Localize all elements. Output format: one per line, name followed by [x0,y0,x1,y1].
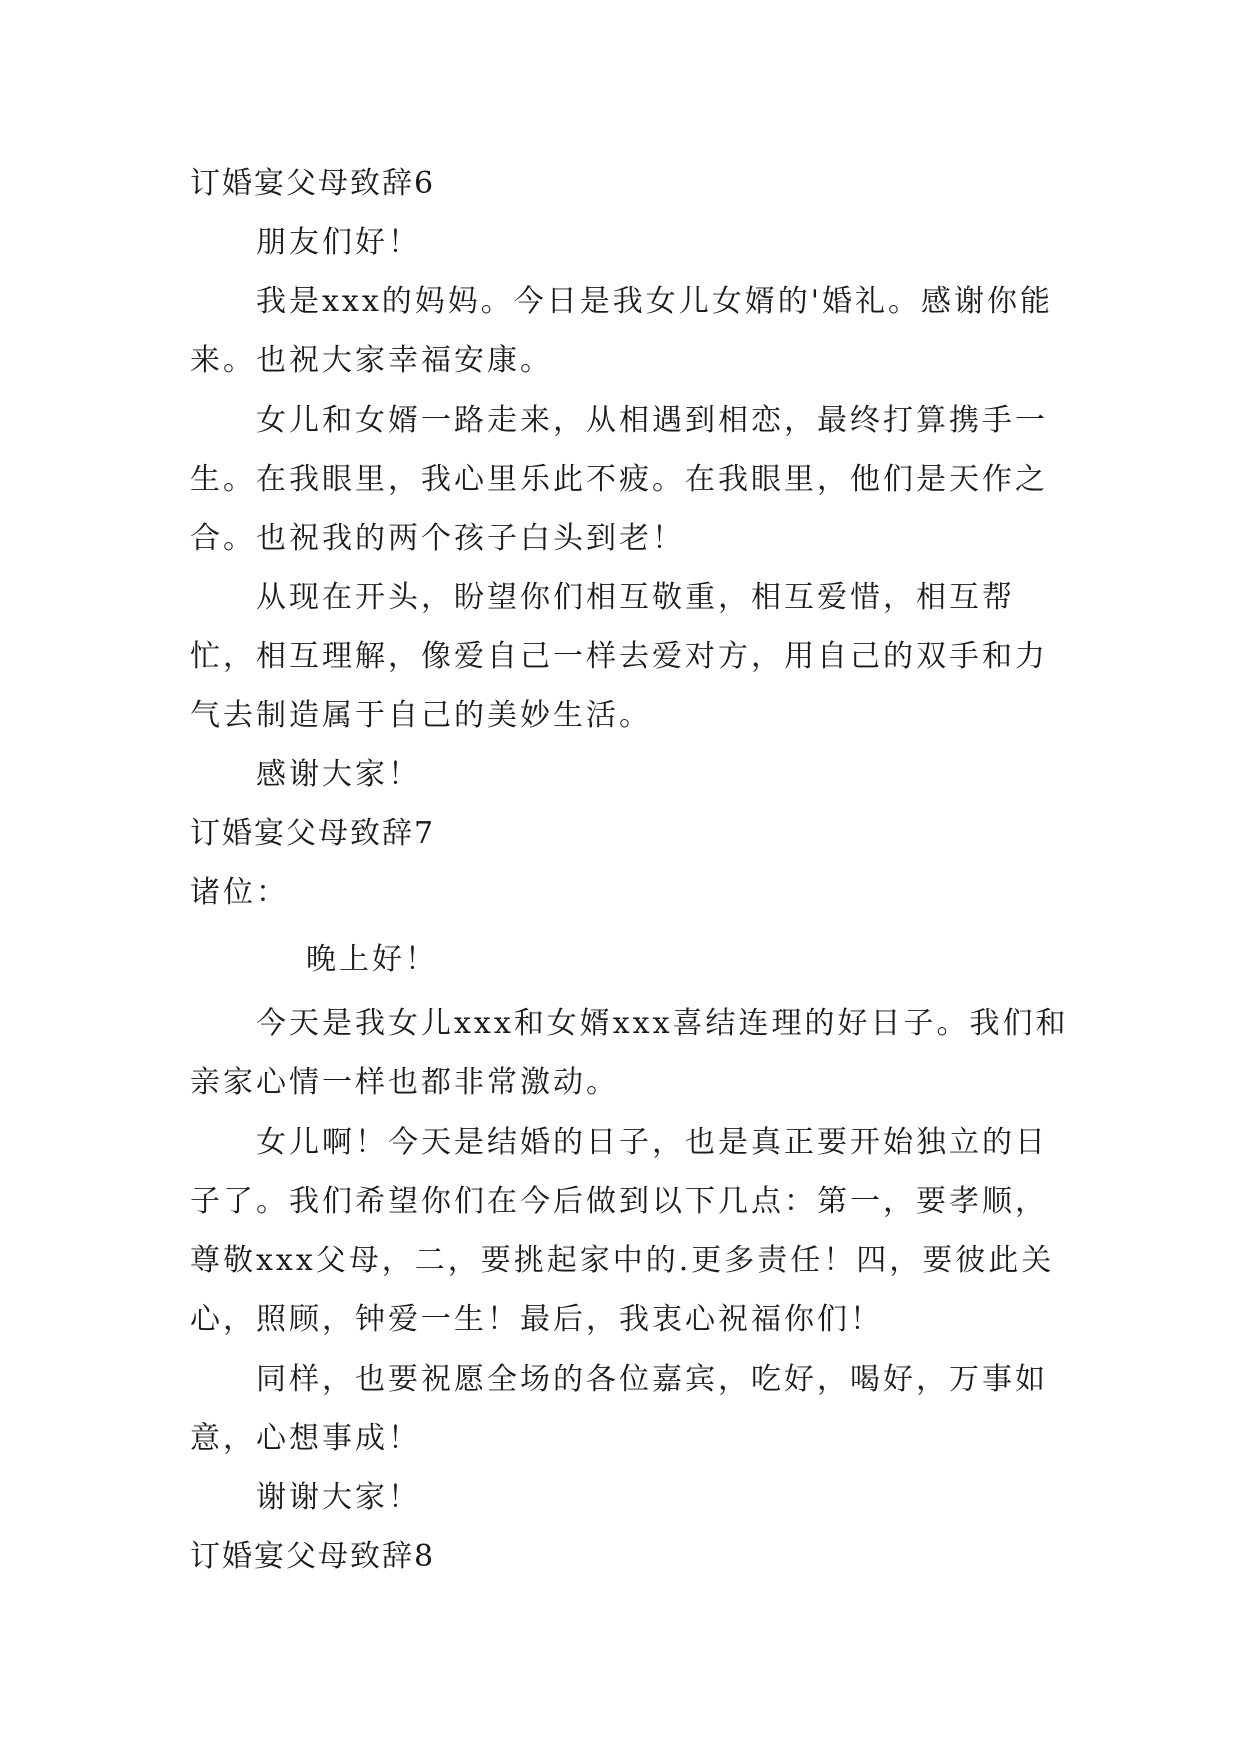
body-paragraph: 我是xxx的妈妈。今日是我女儿女婿的'婚礼。感谢你能来。也祝大家幸福安康。 [190,284,1054,378]
section-heading: 订婚宴父母致辞7 [190,816,436,851]
body-paragraph: 同样，也要祝愿全场的各位嘉宾，吃好，喝好，万事如意，心想事成！ [190,1362,1048,1456]
section-heading: 订婚宴父母致辞8 [190,1539,436,1574]
section-heading: 订婚宴父母致辞6 [190,166,436,201]
body-paragraph: 女儿啊！今天是结婚的日子，也是真正要开始独立的日子了。我们希望你们在今后做到以下几点：第一，要孝顺，尊敬xxx父母，二，要挑起家中的.更多责任！四，要彼此关心，照顾，钟爱一生！最后，我衷心祝福你们！ [190,1125,1055,1337]
greeting-paragraph: 朋友们好！ [256,225,421,260]
body-paragraph: 今天是我女儿xxx和女婿xxx喜结连理的好日子。我们和亲家心情一样也都非常激动。 [190,1006,1069,1100]
closing-paragraph: 谢谢大家！ [256,1480,421,1515]
body-paragraph: 女儿和女婿一路走来，从相遇到相恋，最终打算携手一生。在我眼里，我心里乐此不疲。在我眼里，他们是天作之合。也祝我的两个孩子白头到老！ [190,403,1048,556]
greeting-paragraph: 晚上好！ [306,942,438,977]
closing-paragraph: 感谢大家！ [256,757,421,792]
body-paragraph: 从现在开头，盼望你们相互敬重，相互爱惜，相互帮忙，相互理解，像爱自己一样去爱对方，用自己的双手和力气去制造属于自己的美妙生活。 [190,580,1048,733]
salutation-line: 诸位： [190,875,289,910]
